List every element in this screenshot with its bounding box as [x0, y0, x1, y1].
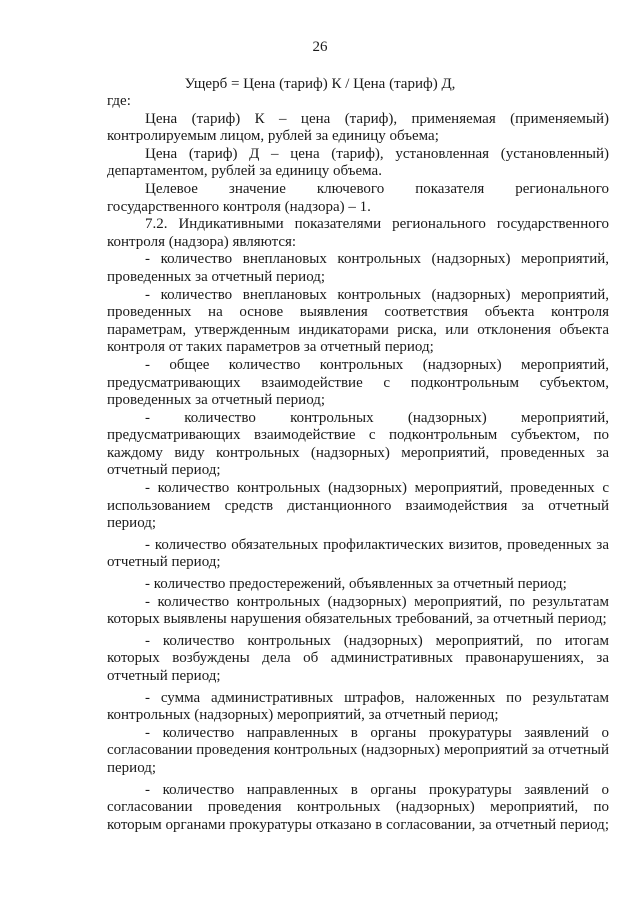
list-item-prosecutor-applications: - количество направленных в органы прокуратуры заявлений о согласовании проведения контрольных (надзорных) мероприятий за отчетный период;: [107, 724, 609, 776]
list-item-preventive-visits: - количество обязательных профилактических визитов, проведенных за отчетный период;: [107, 536, 609, 571]
list-item-risk-indicator-events: - количество внеплановых контрольных (надзорных) мероприятий, проведенных на основе выявления соответствия объекта контроля параметрам, утвержденным индикаторами риска, или отклонения объекта контроля от таких параметров за отчетный период;: [107, 286, 609, 356]
list-item-fines-sum: - сумма административных штрафов, наложенных по результатам контрольных (надзорных) мероприятий, за отчетный период;: [107, 689, 609, 724]
list-item-warnings: - количество предостережений, объявленных за отчетный период;: [145, 576, 567, 593]
list-item-unscheduled-events: - количество внеплановых контрольных (надзорных) мероприятий, проведенных за отчетный период;: [107, 251, 609, 285]
damage-formula: Ущерб = Цена (тариф) К / Цена (тариф) Д,: [184, 76, 456, 92]
list-item-total-interaction-events: - общее количество контрольных (надзорных) мероприятий, предусматривающих взаимодействие с подконтрольным субъектом, проведенных за отчетный период;: [107, 356, 609, 409]
page-number: 26: [312, 39, 328, 55]
paragraph-price-d: Цена (тариф) Д – цена (тариф), установленная (установленный) департаментом, рублей за единицу объема.: [107, 145, 609, 180]
paragraph-price-k: Цена (тариф) К – цена (тариф), применяемая (применяемый) контролируемым лицом, рублей за единицу объема;: [107, 110, 609, 145]
list-item-events-by-type: - количество контрольных (надзорных) мероприятий, предусматривающих взаимодействие с подконтрольным субъектом, по каждому виду контрольных (надзорных) мероприятий, проведенных за отчетный период;: [107, 409, 609, 479]
list-item-violations-found: - количество контрольных (надзорных) мероприятий, по результатам которых выявлены нарушения обязательных требований, за отчетный период;: [107, 593, 609, 628]
paragraph-section-7-2: 7.2. Индикативными показателями регионального государственного контроля (надзора) являются:: [107, 216, 609, 250]
document-body: [107, 93, 609, 834]
list-item-administrative-cases: - количество контрольных (надзорных) мероприятий, по итогам которых возбуждены дела об административных правонарушениях, за отчетный период;: [107, 632, 609, 684]
list-item-prosecutor-refusals: - количество направленных в органы прокуратуры заявлений о согласовании проведения контрольных (надзорных) мероприятий, по которым органами прокуратуры отказано в согласовании, за отчетный период;: [107, 781, 609, 833]
list-item-remote-events: - количество контрольных (надзорных) мероприятий, проведенных с использованием средств дистанционного взаимодействия за отчетный период;: [107, 480, 609, 532]
paragraph-target-value: Целевое значение ключевого показателя регионального государственного контроля (надзора) – 1.: [107, 180, 609, 215]
where-label: где:: [107, 93, 131, 109]
